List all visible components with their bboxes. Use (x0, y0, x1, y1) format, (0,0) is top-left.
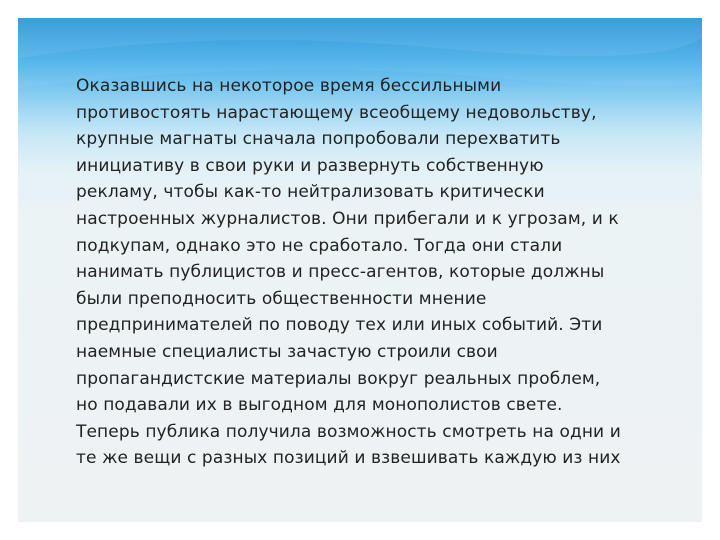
content-panel (18, 18, 702, 522)
body-paragraph: Оказавшись на некоторое время бессильными противостоять нарастающему всеобщему недовольству, крупные магнаты сначала попробовали перехватить инициативу в свои руки и развернуть собственную рекламу, чтобы как-то нейтрализовать критически настроенных журналистов. Они прибегали и к угрозам, и к подкупам, однако это не сработало. Тогда они стали нанимать публицистов и пресс-агентов, которые должны были преподносить общественности мнение предпринимателей по поводу тех или иных событий. Эти наемные специалисты зачастую строили свои пропагандистские материалы вокруг реальных проблем, но подавали их в выгодном для монополистов свете. Теперь публика получила возможность смотреть на одни и те же вещи с разных позиций и взвешивать каждую из них (76, 76, 621, 469)
